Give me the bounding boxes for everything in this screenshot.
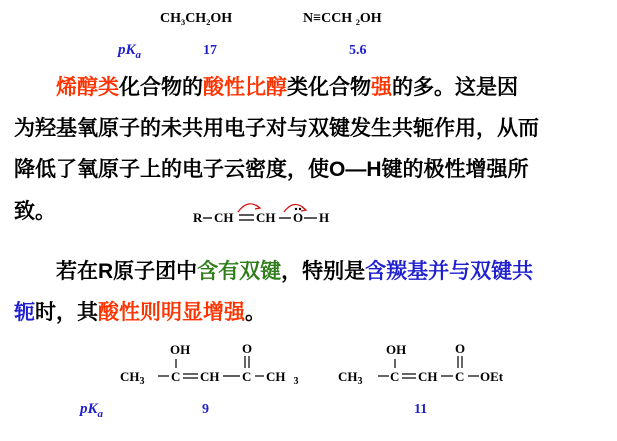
pka-label-top: $pK_a$ — [118, 42, 142, 61]
acetylacetone-enol-structure — [118, 338, 318, 388]
ch3-right: $CH_3$ — [338, 369, 363, 387]
cyanoethanol-formula: N≡CCH ₂OH — [303, 11, 382, 26]
ch-left: CH — [200, 369, 220, 384]
c2-left: C — [242, 369, 252, 384]
diagram-ch2: CH — [256, 210, 276, 225]
pka-value-right: 11 — [414, 402, 428, 417]
ethanol-formula: CH₃CH₂OH — [160, 11, 233, 26]
pka-value-cyanoethanol: 5.6 — [349, 43, 367, 58]
pka-value-left: 9 — [202, 402, 209, 417]
o-label-right: O — [455, 341, 466, 356]
o-label: O — [242, 341, 253, 356]
oh-label: OH — [170, 342, 191, 357]
diagram-r: R — [193, 210, 203, 225]
diagram-o: O — [293, 210, 304, 225]
diagram-h: H — [319, 210, 330, 225]
c1-right: C — [390, 369, 400, 384]
para2-line2: 轭时，其酸性则明显增强。 — [14, 300, 266, 324]
enol-resonance-diagram — [190, 196, 350, 232]
oh-label-right: OH — [386, 342, 407, 357]
para2-line1: 若在R原子团中含有双键，特别是含羰基并与双键共 — [56, 259, 534, 283]
ch-right: CH — [418, 369, 438, 384]
diagram-ch1: CH — [214, 210, 234, 225]
c1-left: C — [171, 369, 181, 384]
ch3-left: $CH_3$ — [120, 369, 145, 387]
para1-line2: 为羟基氧原子的未共用电子对与双键发生共轭作用，从而 — [14, 116, 539, 140]
para1-line4: 致。 — [14, 199, 56, 223]
oet-right: OEt — [480, 369, 504, 384]
para1-line3: 降低了氧原子上的电子云密度，使O—H键的极性增强所 — [14, 157, 529, 181]
pka-label-bottom: $pK_a$ — [80, 401, 104, 420]
para1-line1: 烯醇类化合物的酸性比醇类化合物强的多。这是因 — [56, 75, 518, 99]
c2-right: C — [455, 369, 465, 384]
pka-value-ethanol: 17 — [203, 43, 217, 58]
ch3b-left: CH $_3$ — [266, 369, 299, 387]
acetoacetate-enol-structure — [336, 338, 536, 388]
